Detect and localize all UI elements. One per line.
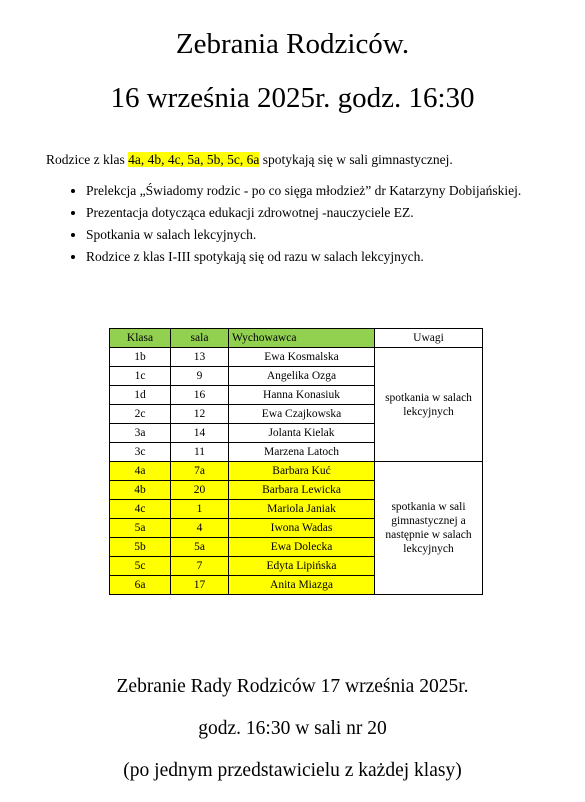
table-row-highlighted [110, 462, 483, 481]
cell-sala: 5a [171, 538, 229, 557]
cell-klasa: 6a [110, 576, 171, 595]
meeting-date-heading: 16 września 2025r. godz. 16:30 [110, 82, 475, 114]
agenda-item: • Rodzice z klas I-III spotykają się od razu w salach lekcyjnych. [86, 246, 526, 268]
cell-sala: 16 [171, 386, 229, 405]
cell-uwagi-group2: spotkania w sali gimnastycznej a następnie w salach lekcyjnych [375, 462, 483, 595]
table-row [110, 348, 483, 367]
header-uwagi: Uwagi [375, 329, 483, 348]
page-title: Zebrania Rodziców. [175, 28, 410, 60]
cell-wychowawca: Mariola Janiak [229, 500, 375, 519]
cell-sala: 4 [171, 519, 229, 538]
header-sala: sala [171, 329, 229, 348]
table-header-row [110, 329, 483, 348]
cell-klasa: 1c [110, 367, 171, 386]
cell-wychowawca: Edyta Lipińska [229, 557, 375, 576]
intro-prefix: Rodzice z klas [46, 152, 129, 167]
council-meeting-note: (po jednym przedstawicielu z każdej klasy) [123, 760, 462, 781]
cell-sala: 17 [171, 576, 229, 595]
cell-wychowawca: Anita Miazga [229, 576, 375, 595]
cell-klasa: 4a [110, 462, 171, 481]
agenda-item: • Prelekcja „Świadomy rodzic - po co sięga młodzież” dr Katarzyny Dobijańskiej. [86, 180, 526, 202]
cell-wychowawca: Marzena Latoch [229, 443, 375, 462]
cell-sala: 12 [171, 405, 229, 424]
cell-sala: 20 [171, 481, 229, 500]
cell-sala: 9 [171, 367, 229, 386]
cell-sala: 7 [171, 557, 229, 576]
intro-suffix: spotykają się w sali gimnastycznej. [259, 152, 453, 167]
cell-klasa: 4c [110, 500, 171, 519]
cell-sala: 1 [171, 500, 229, 519]
cell-wychowawca: Ewa Czajkowska [229, 405, 375, 424]
header-wychowawca: Wychowawca [229, 329, 375, 348]
cell-klasa: 2c [110, 405, 171, 424]
cell-klasa: 3c [110, 443, 171, 462]
cell-sala: 13 [171, 348, 229, 367]
cell-sala: 14 [171, 424, 229, 443]
cell-wychowawca: Hanna Konasiuk [229, 386, 375, 405]
cell-klasa: 4b [110, 481, 171, 500]
cell-klasa: 5a [110, 519, 171, 538]
cell-klasa: 5b [110, 538, 171, 557]
cell-klasa: 1b [110, 348, 171, 367]
council-meeting-time: godz. 16:30 w sali nr 20 [198, 718, 387, 739]
council-meeting-line: Zebranie Rady Rodziców 17 września 2025r. [116, 676, 469, 697]
cell-sala: 7a [171, 462, 229, 481]
cell-wychowawca: Ewa Dolecka [229, 538, 375, 557]
agenda-item: • Prezentacja dotycząca edukacji zdrowotnej -nauczyciele EZ. [86, 202, 526, 224]
cell-klasa: 5c [110, 557, 171, 576]
cell-klasa: 3a [110, 424, 171, 443]
schedule-table [109, 328, 483, 595]
intro-paragraph [46, 152, 453, 168]
cell-wychowawca: Barbara Lewicka [229, 481, 375, 500]
intro-highlighted-classes: 4a, 4b, 4c, 5a, 5b, 5c, 6a [128, 152, 260, 167]
cell-wychowawca: Iwona Wadas [229, 519, 375, 538]
header-klasa: Klasa [110, 329, 171, 348]
agenda-item: • Spotkania w salach lekcyjnych. [86, 224, 526, 246]
cell-sala: 11 [171, 443, 229, 462]
cell-wychowawca: Jolanta Kielak [229, 424, 375, 443]
cell-wychowawca: Angelika Ozga [229, 367, 375, 386]
cell-uwagi-group1: spotkania w salach lekcyjnych [375, 348, 483, 462]
agenda-list [38, 180, 526, 268]
cell-wychowawca: Barbara Kuć [229, 462, 375, 481]
cell-klasa: 1d [110, 386, 171, 405]
cell-wychowawca: Ewa Kosmalska [229, 348, 375, 367]
